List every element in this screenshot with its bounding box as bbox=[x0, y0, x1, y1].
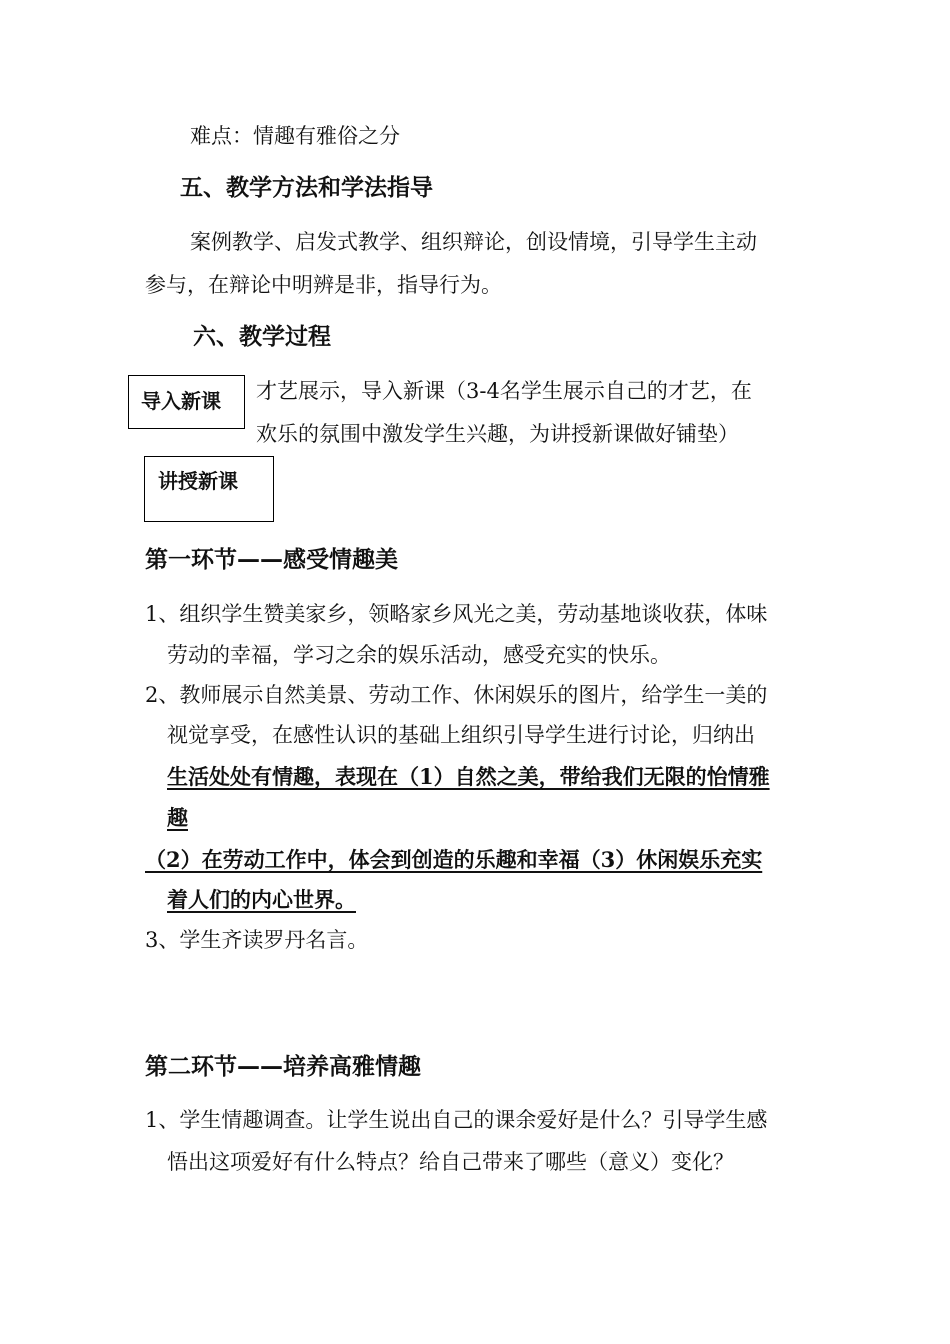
intro-box-label: 导入新课 bbox=[141, 389, 221, 413]
teach-box bbox=[144, 456, 274, 522]
stage2-item1-line-1: 1、学生情趣调查。让学生说出自己的课余爱好是什么？引导学生感 bbox=[145, 1108, 768, 1132]
section5-line-2: 参与，在辩论中明辨是非，指导行为。 bbox=[145, 273, 502, 297]
stage2-item1-line-2: 悟出这项爱好有什么特点？给自己带来了哪些（意义）变化？ bbox=[167, 1150, 734, 1174]
stage2-heading: 第二环节——培养高雅情趣 bbox=[145, 1054, 421, 1080]
stage1-item2-line-1: 2、教师展示自然美景、劳动工作、休闲娱乐的图片，给学生一美的 bbox=[145, 683, 768, 707]
stage1-emphasis-line-3: （2）在劳动工作中，体会到创造的乐趣和幸福（3）休闲娱乐充实 bbox=[145, 847, 763, 872]
section5-heading: 五、教学方法和学法指导 bbox=[180, 175, 433, 201]
intro-line-2: 欢乐的氛围中激发学生兴趣，为讲授新课做好铺垫） bbox=[256, 422, 739, 446]
stage1-emphasis-line-4: 着人们的内心世界。 bbox=[167, 887, 356, 912]
stage1-emphasis-line-1: 生活处处有情趣，表现在（1）自然之美，带给我们无限的怡情雅 bbox=[167, 764, 770, 789]
teach-box-label: 讲授新课 bbox=[158, 469, 238, 493]
stage1-item2-line-2: 视觉享受，在感性认识的基础上组织引导学生进行讨论，归纳出 bbox=[167, 723, 755, 747]
stage1-item1-line-1: 1、组织学生赞美家乡，领略家乡风光之美，劳动基地谈收获，体味 bbox=[145, 602, 768, 626]
stage1-emphasis-line-2: 趣 bbox=[167, 805, 188, 830]
section6-heading: 六、教学过程 bbox=[193, 324, 331, 350]
section5-line-1: 案例教学、启发式教学、组织辩论，创设情境，引导学生主动 bbox=[190, 230, 757, 254]
stage1-item1-line-2: 劳动的幸福，学习之余的娱乐活动，感受充实的快乐。 bbox=[167, 643, 671, 667]
intro-line-1: 才艺展示，导入新课（3-4名学生展示自己的才艺，在 bbox=[256, 379, 752, 403]
difficulty-line: 难点：情趣有雅俗之分 bbox=[190, 124, 400, 148]
stage1-heading: 第一环节——感受情趣美 bbox=[145, 547, 398, 573]
intro-box bbox=[128, 375, 245, 429]
stage1-item3: 3、学生齐读罗丹名言。 bbox=[145, 928, 369, 952]
